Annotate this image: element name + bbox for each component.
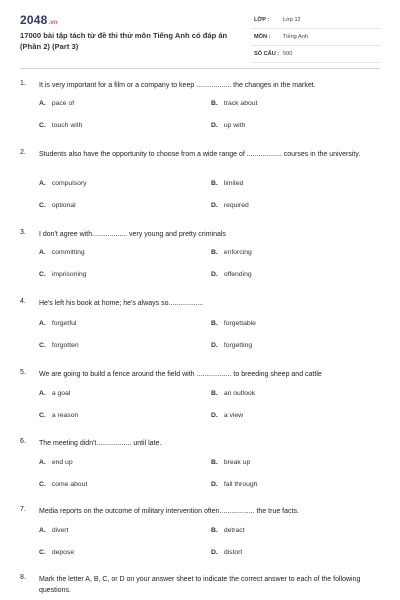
option-c[interactable]	[39, 202, 76, 209]
option-c[interactable]	[39, 271, 87, 278]
option-letter: D.	[211, 271, 218, 278]
option-text: required	[223, 202, 249, 209]
meta-info	[252, 14, 380, 65]
question-text: The meeting didn't.................. until late.	[39, 440, 162, 447]
option-letter: B.	[211, 390, 218, 397]
option-letter: A.	[39, 320, 46, 327]
option-d[interactable]	[211, 412, 243, 419]
option-c[interactable]	[39, 549, 74, 556]
option-text: fall through	[223, 481, 258, 488]
option-text: forgetting	[223, 342, 253, 349]
question-number: 3.	[20, 229, 26, 236]
option-text: forgetful	[51, 320, 77, 327]
option-text: offending	[223, 271, 252, 278]
question-number: 4.	[20, 298, 26, 305]
option-text: an outlook	[223, 390, 256, 397]
option-letter: A.	[39, 459, 46, 466]
option-letter: C.	[39, 549, 46, 556]
option-letter: D.	[211, 202, 218, 209]
option-letter: B.	[211, 249, 218, 256]
question-text: He's left his book at home; he's always so..................	[39, 300, 204, 307]
option-text: forgettable	[223, 320, 256, 327]
question-number: 7.	[20, 506, 26, 513]
question-number: 8.	[20, 574, 26, 581]
option-letter: D.	[211, 342, 218, 349]
option-text: touch with	[51, 122, 83, 129]
option-a[interactable]	[39, 459, 73, 466]
option-text: track about	[223, 100, 258, 107]
option-a[interactable]	[39, 390, 70, 397]
option-letter: B.	[211, 320, 218, 327]
option-d[interactable]	[211, 271, 252, 278]
option-letter: C.	[39, 342, 46, 349]
option-letter: B.	[211, 100, 218, 107]
option-text: optional	[51, 202, 76, 209]
question-text: It is very important for a film or a company to keep .................. the changes in the market.	[39, 82, 316, 89]
option-c[interactable]	[39, 122, 82, 129]
option-text: distort	[223, 549, 243, 556]
option-a[interactable]	[39, 180, 87, 187]
option-b[interactable]	[211, 100, 257, 107]
option-letter: B.	[211, 459, 218, 466]
option-letter: B.	[211, 180, 218, 187]
option-text: compulsory	[51, 180, 87, 187]
option-letter: A.	[39, 249, 46, 256]
option-letter: C.	[39, 481, 46, 488]
option-d[interactable]	[211, 481, 257, 488]
option-text: imprisoning	[51, 271, 87, 278]
option-letter: D.	[211, 549, 218, 556]
question-text: I don't agree with.................. very young and pretty criminals	[39, 231, 226, 238]
option-letter: B.	[211, 527, 218, 534]
option-text: forgotten	[51, 342, 79, 349]
meta-label: MÔN :	[254, 34, 271, 40]
option-a[interactable]	[39, 527, 68, 534]
option-letter: C.	[39, 122, 46, 129]
option-letter: C.	[39, 412, 46, 419]
option-letter: D.	[211, 412, 218, 419]
option-letter: A.	[39, 180, 46, 187]
option-b[interactable]	[211, 459, 250, 466]
question-text: Students also have the opportunity to choose from a wide range of .................. courses in the university.	[39, 151, 361, 158]
option-letter: A.	[39, 100, 46, 107]
option-text: come about	[51, 481, 88, 488]
option-text: a reason	[51, 412, 79, 419]
question-text: We are going to build a fence around the field with .................. to breeding sheep and cattle	[39, 371, 322, 378]
meta-row-subject	[252, 31, 380, 46]
site-logo[interactable]	[20, 13, 58, 27]
option-b[interactable]	[211, 180, 243, 187]
option-d[interactable]	[211, 122, 245, 129]
option-text: divert	[51, 527, 69, 534]
question-number: 6.	[20, 438, 26, 445]
document-title: 17000 bài tập tách từ đề thi thử môn Tiếng Anh có đáp án (Phần 2) (Part 3)	[20, 31, 228, 51]
question-text: Mark the letter A, B, C, or D on your answer sheet to indicate the correct answer to each of the following questions.	[39, 576, 361, 594]
option-d[interactable]	[211, 342, 252, 349]
option-c[interactable]	[39, 481, 87, 488]
question-number: 5.	[20, 369, 26, 376]
option-b[interactable]	[211, 527, 245, 534]
option-text: enforcing	[223, 249, 252, 256]
option-text: break up	[223, 459, 251, 466]
meta-label: LỚP :	[254, 17, 270, 23]
meta-row-count	[252, 48, 380, 63]
option-a[interactable]	[39, 100, 74, 107]
option-letter: C.	[39, 202, 46, 209]
meta-value: Lớp 12	[283, 17, 301, 23]
option-a[interactable]	[39, 249, 85, 256]
question-text: Media reports on the outcome of military intervention often.................. the true facts.	[39, 508, 299, 515]
option-letter: A.	[39, 527, 46, 534]
header-divider	[20, 68, 380, 69]
option-letter: D.	[211, 122, 218, 129]
option-text: detract	[223, 527, 245, 534]
option-letter: C.	[39, 271, 46, 278]
option-a[interactable]	[39, 320, 76, 327]
option-text: limited	[223, 180, 244, 187]
option-letter: A.	[39, 390, 46, 397]
option-b[interactable]	[211, 390, 255, 397]
meta-row-class	[252, 14, 380, 29]
option-text: end up	[51, 459, 73, 466]
question-number: 2.	[20, 149, 26, 156]
option-text: depose	[51, 549, 75, 556]
option-text: a view	[223, 412, 244, 419]
meta-label: SỐ CÂU :	[254, 51, 280, 57]
question-number: 1.	[20, 80, 26, 87]
option-letter: D.	[211, 481, 218, 488]
option-d[interactable]	[211, 549, 242, 556]
option-text: committing	[51, 249, 85, 256]
logo-suffix: .vn	[48, 20, 58, 26]
meta-value: 500	[283, 51, 293, 57]
option-b[interactable]	[211, 249, 252, 256]
option-c[interactable]	[39, 412, 78, 419]
option-c[interactable]	[39, 342, 79, 349]
option-text: pace of	[51, 100, 75, 107]
option-d[interactable]	[211, 202, 249, 209]
option-b[interactable]	[211, 320, 256, 327]
meta-value: Tiếng Anh	[283, 34, 308, 40]
logo-main: 2048	[20, 13, 48, 27]
option-text: up with	[223, 122, 246, 129]
option-text: a goal	[51, 390, 71, 397]
